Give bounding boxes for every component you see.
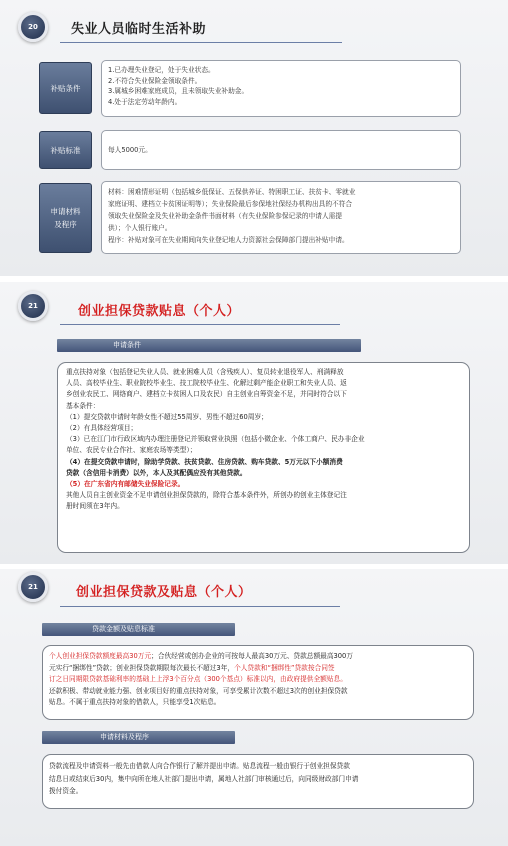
section-slide-20 bbox=[0, 0, 508, 276]
condition-line-highlight: （5）在广东省内有邮储失业保险记录。 bbox=[66, 480, 185, 489]
condition-line: 单位、农民专业合作社、家庭农场等类型）； bbox=[66, 446, 197, 455]
materials-line: 家庭证明、建档立卡贫困证明等）；失业保险最后参保地社保经办机构出具的不符合 bbox=[108, 200, 353, 208]
materials-line: 材料：困难情形证明（包括城乡低保证、五保供养证、特困职工证、扶贫卡、零就业 bbox=[108, 188, 356, 196]
condition-line: 人员、高校毕业生、职业院校毕业生、技工院校毕业生、化解过剩产能企业职工和失业人员、返 bbox=[66, 379, 347, 388]
loan-amount-bar: 贷款金额及贴息标准 bbox=[42, 623, 235, 636]
condition-line: 3.属城乡困难家庭成员，且未领取失业补助金。 bbox=[108, 87, 249, 95]
section-number-badge: 21 bbox=[18, 572, 48, 602]
label-subsidy-conditions: 补贴条件 bbox=[39, 62, 92, 114]
interest-highlight: 订之日同期限贷款基础利率的基础上上浮3个百分点（300个基点）标准以内，由政府提供全额贴息。 bbox=[49, 675, 347, 683]
condition-line: （2）有具体经营项目； bbox=[66, 424, 138, 433]
condition-line: 其他人员自主创业资金不足申请创业担保贷款的，除符合基本条件外，所创办的创业主体登记注 bbox=[66, 491, 347, 500]
loan-text: ；合伙经营或创办企业的可按每人最高30万元、贷款总额最高300万 bbox=[151, 652, 353, 660]
loan-limit-highlight: 个人创业担保贷款额度最高30万元 bbox=[49, 652, 152, 660]
title-underline bbox=[60, 42, 342, 43]
loan-text: 贴息。不属于重点扶持对象的借款人，只能享受1次贴息。 bbox=[49, 698, 221, 706]
condition-line: 册时间须在3年内。 bbox=[66, 502, 124, 511]
subsidy-standard-box bbox=[101, 130, 461, 170]
materials-line: 领取失业保险金及失业补助金条件书面材料（有失业保险参保记录的申请人需提 bbox=[108, 212, 343, 220]
condition-line-bold: 贷款（含信用卡消费）以外，本人及其配偶应没有其他贷款。 bbox=[66, 468, 247, 477]
loan-text: 元实行“捆绑性”贷款；创业担保贷款期限每次最长不超过3年， bbox=[49, 663, 235, 672]
condition-line: （1）提交贷款申请时年龄女性不超过55周岁、男性不超过60周岁； bbox=[66, 412, 268, 421]
section-number-badge: 21 bbox=[18, 291, 48, 321]
title-underline bbox=[60, 324, 340, 325]
materials-procedure-box bbox=[42, 754, 474, 809]
condition-line-bold: （4）在提交贷款申请时，除助学贷款、扶贫贷款、住房贷款、购车贷款、5万元以下小额消费 bbox=[66, 457, 343, 466]
materials-line: 供）；个人银行账户。 bbox=[108, 224, 172, 232]
interest-highlight: 个人贷款和“捆绑性”贷款按合同签 bbox=[234, 663, 335, 672]
procedure-line: 结息日或结束后30内，集中向所在地人社部门提出申请，属地人社部门审核通过后，向同级财政部门申请 bbox=[49, 774, 359, 783]
application-conditions-box bbox=[57, 362, 470, 553]
section-title: 失业人员临时生活补助 bbox=[71, 22, 207, 37]
title-underline bbox=[60, 606, 340, 607]
condition-line: 1.已办理失业登记，处于失业状态。 bbox=[108, 66, 215, 74]
materials-procedure-box bbox=[101, 181, 461, 254]
procedure-line: 贷款流程及申请资料一般先由借款人向合作银行了解并提出申请。贴息流程一般由银行于创业担保贷款 bbox=[49, 762, 350, 770]
section-slide-21a bbox=[0, 282, 508, 564]
condition-line: 4.处于法定劳动年龄内。 bbox=[108, 97, 182, 106]
loan-text: 还款积极、带动就业能力强、创业项目好的重点扶持对象，可享受累计次数不超过3次的创业担保贷款 bbox=[49, 686, 348, 695]
label-materials-procedure: 申请材料 及程序 bbox=[39, 183, 92, 253]
loan-amount-box bbox=[42, 645, 474, 720]
condition-line: 2.不符合失业保险金领取条件。 bbox=[108, 76, 202, 85]
procedure-line: 拨付资金。 bbox=[49, 787, 83, 795]
condition-line: 基本条件： bbox=[66, 401, 100, 410]
section-number-badge: 20 bbox=[18, 12, 48, 42]
standard-text: 每人5000元。 bbox=[108, 145, 152, 154]
application-conditions-bar: 申请条件 bbox=[57, 339, 361, 352]
section-slide-21b bbox=[0, 569, 508, 846]
label-subsidy-standard: 补贴标准 bbox=[39, 131, 92, 169]
condition-line: （3）已在江门市行政区域内办理注册登记并领取营业执照（包括小微企业、个体工商户、民办非企业 bbox=[66, 435, 365, 444]
condition-line: 乡创业农民工、网络商户、建档立卡贫困人口及农民）自主创业自筹资金不足，并同时符合以下 bbox=[66, 390, 347, 399]
subsidy-conditions-box bbox=[101, 60, 461, 117]
materials-procedure-bar: 申请材料及程序 bbox=[42, 731, 235, 744]
procedure-line: 程序：补贴对象可在失业期间向失业登记地人力资源社会保障部门提出补贴申请。 bbox=[108, 236, 349, 244]
section-title: 创业担保贷款贴息（个人） bbox=[78, 304, 241, 319]
section-title: 创业担保贷款及贴息（个人） bbox=[76, 585, 252, 600]
condition-line: 重点扶持对象（包括登记失业人员、就业困难人员（含残疾人）、复员转业退役军人、刑满释放 bbox=[66, 368, 344, 376]
